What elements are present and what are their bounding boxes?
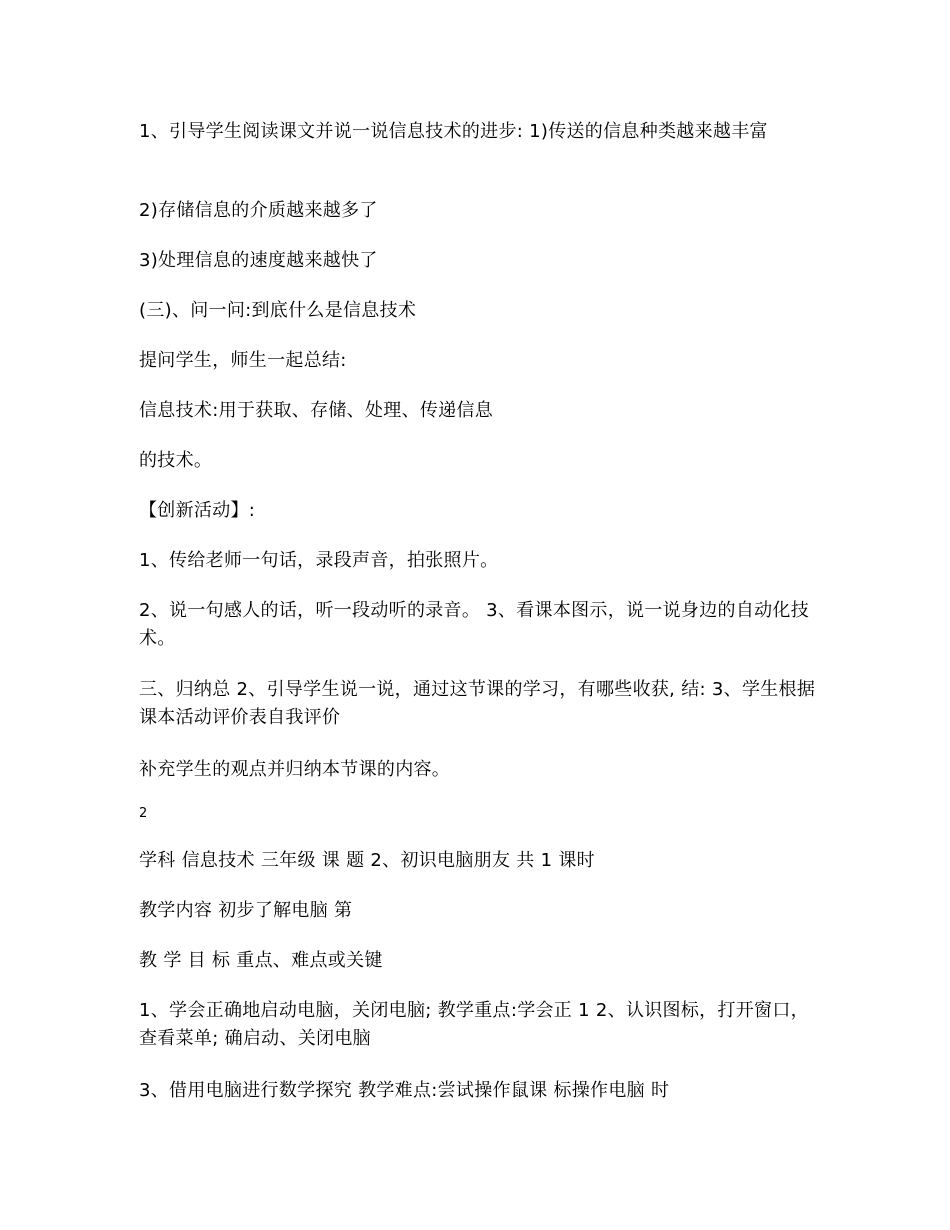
paragraph-activity-1: 1、传给老师一句话，录段声音，拍张照片。 <box>139 550 499 571</box>
paragraph-processing: 3)处理信息的速度越来越快了 <box>139 250 378 271</box>
paragraph-storage: 2)存储信息的介质越来越多了 <box>139 200 378 221</box>
paragraph-goal-3: 3、借用电脑进行数学探究 教学难点:尝试操作鼠课 标操作电脑 时 <box>139 1080 670 1101</box>
paragraph-conclusion: 三、归纳总 2、引导学生说一说，通过这节课的学习，有哪些收获, 结: 3、学生根据课本活动评价表自我评价 <box>139 679 816 728</box>
paragraph-supplement: 补充学生的观点并归纳本节课的内容。 <box>139 759 451 780</box>
paragraph-definition: 信息技术:用于获取、存储、处理、传递信息 <box>139 400 494 421</box>
paragraph-teaching-content: 教学内容 初步了解电脑 第 <box>139 900 353 921</box>
section-heading-innovation: 【创新活动】: <box>139 500 256 521</box>
paragraph-progress-intro: 1、引导学生阅读课文并说一说信息技术的进步: 1)传送的信息种类越来越丰富 <box>139 121 768 142</box>
paragraph-teaching-goals: 教 学 目 标 重点、难点或关键 <box>139 950 383 971</box>
page-number: 2 <box>139 806 148 821</box>
paragraph-summary-prompt: 提问学生，师生一起总结: <box>139 350 347 371</box>
section-heading-ask: (三)、问一问:到底什么是信息技术 <box>139 300 417 321</box>
paragraph-activity-2-3: 2、说一句感人的话，听一段动听的录音。 3、看课本图示，说一说身边的自动化技术。 <box>139 600 810 649</box>
paragraph-subject-info: 学科 信息技术 三年级 课 题 2、初识电脑朋友 共 1 课时 <box>139 850 595 871</box>
paragraph-definition-end: 的技术。 <box>139 450 213 471</box>
paragraph-goal-1-2: 1、学会正确地启动电脑，关闭电脑; 教学重点:学会正 1 2、认识图标，打开窗口，查看菜单; 确启动、关闭电脑 <box>139 1000 809 1049</box>
